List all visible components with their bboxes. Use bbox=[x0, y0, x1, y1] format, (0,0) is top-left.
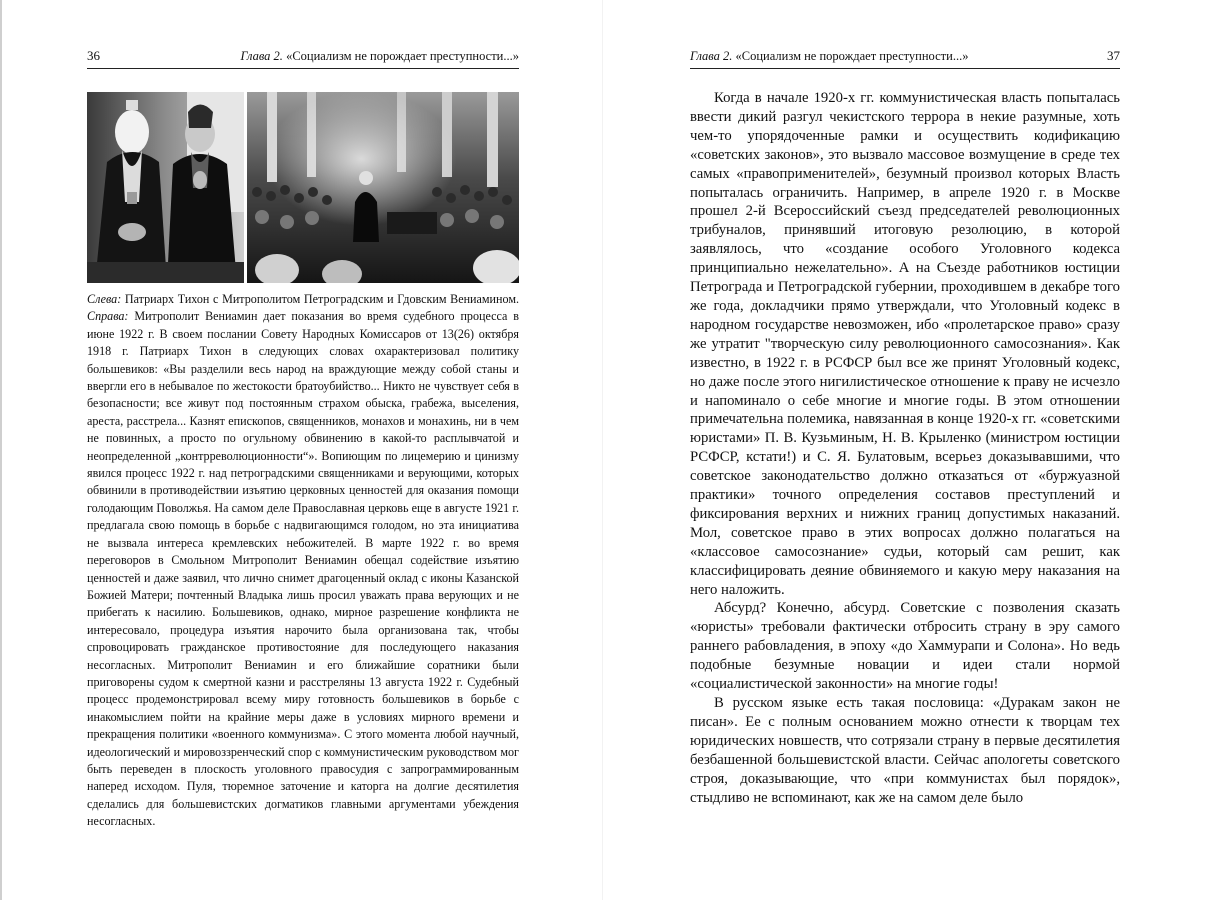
photo-patriarch-tikhon-metropolitan-veniamin bbox=[87, 92, 244, 283]
photo-caption bbox=[87, 291, 519, 831]
chapter-title-right bbox=[690, 48, 968, 64]
page-edge bbox=[0, 0, 2, 900]
caption-right-label: Справа: bbox=[87, 309, 129, 324]
chapter-label: Глава 2. bbox=[240, 49, 283, 63]
paragraph: Абсурд? Конечно, абсурд. Советские с позволения сказать «юристы» требовали фактически отбросить страну в эру самого раннего рабовладения, в эпоху «до Хаммурапи и Солона». Но ведь подобные безумные новации и идеи стали нормой «социалистической законности» на многие годы! bbox=[690, 600, 1120, 693]
book-spine bbox=[602, 0, 603, 900]
caption-left-label: Слева: bbox=[87, 292, 122, 306]
running-head-left bbox=[87, 48, 519, 69]
running-head-right bbox=[690, 48, 1120, 69]
photo-veniamin-trial-1922 bbox=[247, 92, 519, 283]
paragraph: В русском языке есть такая пословица: «Дуракам закон не писан». Ее с полным основанием можно отнести к творцам тех юридических новшеств, что сотрязали страну в первые десятилетия безбашенной большевистской власти. Сейчас апологеты советского строя, доказывающие, что «при коммунистах был порядок», стыдливо не вспоминают, как же на самом деле было bbox=[690, 695, 1120, 806]
chapter-name: «Социализм не порождает преступности...» bbox=[735, 49, 969, 63]
page-number-right: 37 bbox=[1107, 48, 1120, 63]
caption-right-text: Митрополит Вениамин дает показания во время судебного процесса в июне 1922 г. В своем послании Совету Народных Комиссаров от 13(26) октября 1918 г. Патриарх Тихон в следующих словах охарактеризовал политику большевиков: «Вы разделили весь народ на враждующие между собой станы и ввергли его в небывалое по жестокости братоубийство... Никто не чувствует себя в безопасности; все живут под постоянным страхом обыска, грабежа, выселения, ареста, расстрела... Казнят епископов, священников, монахов и монахинь, ни в чем не повинных, а просто по огульному обвинению в какой-то расплывчатой и неопределенной „контрреволюционности“». Вопиющим по лицемерию и цинизму явился процесс 1922 г. над петроградскими священниками и верующими, которых обвинили в противодействии изъятию церковных ценностей для оказания помощи голодающим Поволжья. На самом деле Православная церковь еще в августе 1921 г. предлагала свою помощь в борьбе с надвигающимся голодом, но эта инициатива не вызвала интереса кремлевских небожителей. В марте 1922 г. во время переговоров в Смольном Митрополит Вениамин обещал содействие изъятию ценностей и даже заявил, что лично снимет драгоценный оклад с иконы Казанской Божией Матери; почтенный Владыка лишь просил уважать права верующих и не прибегать к насилию. Большевиков, однако, мирное разрешение конфликта не интересовало, процедура изъятия нарочито была организована так, чтобы спровоцировать гражданское противостояние для последующего наказания несогласных. Митрополит Вениамин и его ближайшие соратники были приговорены судом к смертной казни и расстреляны 13 августа 1922 г. Судебный процесс продемонстрировал всему миру готовность большевиков в борьбе с инакомыслием пойти на крайние меры даже в условиях мирного времени и прекращения политики «военного коммунизма». С этого момента любой научный, идеологический и мировоззренческий спор с коммунистическим руководством мог быть переведен в плоскость уголовного правосудия с запрограммированным наперед исходом. Пуля, тюремное заточение и каторга на долгие десятилетия сделались для большевистских догматиков главными аргументами убеждения несогласных. bbox=[87, 309, 519, 829]
page-number-left: 36 bbox=[87, 48, 100, 63]
caption-left-text: Патриарх Тихон с Митрополитом Петроградским и Гдовским Вениамином. bbox=[121, 292, 519, 306]
body-text bbox=[690, 89, 1120, 807]
chapter-title-left bbox=[241, 48, 519, 64]
chapter-label: Глава 2. bbox=[690, 49, 733, 63]
chapter-name: «Социализм не порождает преступности...» bbox=[286, 49, 519, 63]
paragraph: Когда в начале 1920-х гг. коммунистическая власть попыталась ввести дикий разгул чекистского террора в некие разумные, хоть чем-то упорядоченные рамки и осуществить кодификацию «советских законов», это вызвало массовое возмущение в среде тех самых «правоприменителей», безумный произвол которых Власть попыталась ограничить. Например, в апреле 1920 г. в Москве прошел 2-й Всероссийский съезд председателей революционных трибуналов, принявший итоговую резолюцию, в которой заявлялось, что «создание особого Уголовного кодекса принципиально нежелательно». А на Съезде работников юстиции Петрограда и Петроградской губернии, проходившем в декабре того же года, докладчики прямо утверждали, что Уголовный кодекс в народном государстве невозможен, ибо «пролетарское право» сразу же утратит "творческую силу революционного самосознания». Как известно, в 1922 г. в РСФСР был все же принят Уголовный кодекс, но даже после этого нигилистическое отношение к праву не исчезло и напоминало о себе многие и многие годы. В этом отношении примечательна полемика, навязанная в конце 1920-х гг. «советскими юристами» П. В. Кузьминым, Н. В. Крыленко (министром юстиции РСФСР, кстати!) и С. Я. Булатовым, всерьез доказывавшими, что советское законодательство должно отказаться от «буржуазной практики» точного определения составов преступлений и фиксирования верхних и нижних границ допустимых наказаний. Мол, советское право в этих вопросах должно полагаться на «классовое самосознание» судьи, который сам решит, как классифицировать деяние обвиняемого и какую меру наказания на него наложить. bbox=[690, 90, 1120, 598]
